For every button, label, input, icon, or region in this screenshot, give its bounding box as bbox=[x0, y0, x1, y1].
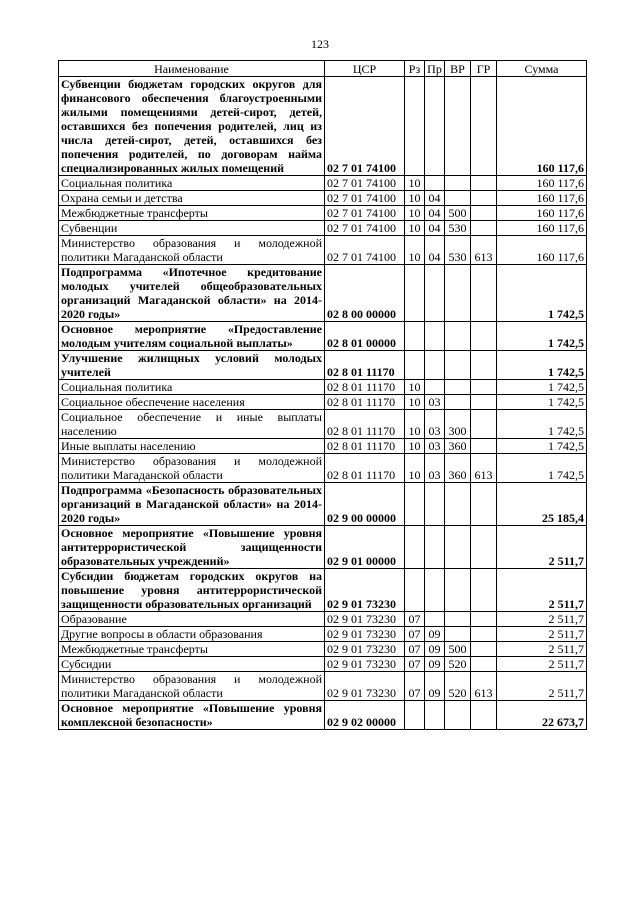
cell-sum: 22 673,7 bbox=[497, 701, 587, 730]
table-row bbox=[59, 410, 587, 439]
cell-rz bbox=[405, 569, 425, 612]
cell-name: Субсидии bbox=[59, 657, 325, 672]
cell-name: Субвенции бюджетам городских округов для финансового обеспечения благоустроенными жилыми помещениями детей-сирот, детей, оставшихся без попечения родителей, лиц из числа детей-сирот, детей, оставшихся без попечения родителей, по договорам найма специализированных жилых помещений bbox=[59, 77, 325, 176]
cell-vr bbox=[445, 322, 471, 351]
cell-sum: 2 511,7 bbox=[497, 672, 587, 701]
cell-pr bbox=[425, 322, 445, 351]
cell-gr: 613 bbox=[471, 236, 497, 265]
table-row bbox=[59, 642, 587, 657]
cell-vr: 530 bbox=[445, 236, 471, 265]
cell-name: Министерство образования и молодежной политики Магаданской области bbox=[59, 454, 325, 483]
cell-pr: 09 bbox=[425, 672, 445, 701]
table-row bbox=[59, 206, 587, 221]
cell-rz: 10 bbox=[405, 191, 425, 206]
table-row bbox=[59, 77, 587, 176]
cell-rz bbox=[405, 77, 425, 176]
cell-vr: 500 bbox=[445, 206, 471, 221]
cell-csr: 02 7 01 74100 bbox=[325, 221, 405, 236]
header-pr: Пр bbox=[425, 61, 445, 77]
cell-name: Межбюджетные трансферты bbox=[59, 206, 325, 221]
cell-pr bbox=[425, 77, 445, 176]
cell-name: Социальная политика bbox=[59, 176, 325, 191]
cell-pr bbox=[425, 701, 445, 730]
cell-vr: 520 bbox=[445, 657, 471, 672]
cell-csr: 02 7 01 74100 bbox=[325, 176, 405, 191]
cell-pr bbox=[425, 176, 445, 191]
cell-rz: 10 bbox=[405, 454, 425, 483]
cell-vr bbox=[445, 77, 471, 176]
cell-name: Социальное обеспечение населения bbox=[59, 395, 325, 410]
cell-vr bbox=[445, 395, 471, 410]
cell-name: Социальное обеспечение и иные выплаты населению bbox=[59, 410, 325, 439]
cell-vr bbox=[445, 483, 471, 526]
header-csr: ЦСР bbox=[325, 61, 405, 77]
cell-gr bbox=[471, 612, 497, 627]
table-row bbox=[59, 701, 587, 730]
header-vr: ВР bbox=[445, 61, 471, 77]
cell-csr: 02 8 00 00000 bbox=[325, 265, 405, 322]
cell-csr: 02 9 01 00000 bbox=[325, 526, 405, 569]
cell-rz bbox=[405, 351, 425, 380]
table-row bbox=[59, 236, 587, 265]
cell-sum: 2 511,7 bbox=[497, 526, 587, 569]
cell-sum: 160 117,6 bbox=[497, 221, 587, 236]
cell-name: Основное мероприятие «Предоставление молодым учителям социальной выплаты» bbox=[59, 322, 325, 351]
cell-gr bbox=[471, 221, 497, 236]
cell-pr: 09 bbox=[425, 627, 445, 642]
cell-vr bbox=[445, 191, 471, 206]
table-row bbox=[59, 176, 587, 191]
cell-gr bbox=[471, 351, 497, 380]
cell-rz: 07 bbox=[405, 657, 425, 672]
cell-name: Министерство образования и молодежной политики Магаданской области bbox=[59, 236, 325, 265]
cell-pr: 09 bbox=[425, 642, 445, 657]
cell-rz: 10 bbox=[405, 236, 425, 265]
cell-rz: 10 bbox=[405, 410, 425, 439]
cell-pr bbox=[425, 612, 445, 627]
cell-name: Субсидии бюджетам городских округов на повышение уровня антитеррористической защищенности образовательных организаций bbox=[59, 569, 325, 612]
cell-pr: 03 bbox=[425, 410, 445, 439]
cell-pr: 04 bbox=[425, 206, 445, 221]
table-row bbox=[59, 569, 587, 612]
cell-gr bbox=[471, 395, 497, 410]
cell-csr: 02 8 01 11170 bbox=[325, 439, 405, 454]
cell-csr: 02 8 01 11170 bbox=[325, 410, 405, 439]
cell-gr bbox=[471, 410, 497, 439]
header-rz: Рз bbox=[405, 61, 425, 77]
cell-name: Образование bbox=[59, 612, 325, 627]
table-body bbox=[59, 77, 587, 730]
cell-rz bbox=[405, 322, 425, 351]
cell-csr: 02 8 01 11170 bbox=[325, 380, 405, 395]
cell-sum: 1 742,5 bbox=[497, 410, 587, 439]
cell-gr bbox=[471, 483, 497, 526]
cell-sum: 160 117,6 bbox=[497, 77, 587, 176]
table-row bbox=[59, 191, 587, 206]
cell-gr bbox=[471, 701, 497, 730]
cell-vr bbox=[445, 176, 471, 191]
cell-gr bbox=[471, 627, 497, 642]
table-row bbox=[59, 265, 587, 322]
cell-rz: 10 bbox=[405, 206, 425, 221]
cell-sum: 2 511,7 bbox=[497, 612, 587, 627]
cell-sum: 160 117,6 bbox=[497, 191, 587, 206]
cell-pr: 03 bbox=[425, 395, 445, 410]
cell-sum: 1 742,5 bbox=[497, 265, 587, 322]
cell-gr bbox=[471, 191, 497, 206]
cell-vr bbox=[445, 627, 471, 642]
cell-rz bbox=[405, 483, 425, 526]
cell-vr: 300 bbox=[445, 410, 471, 439]
table-row bbox=[59, 351, 587, 380]
cell-gr bbox=[471, 176, 497, 191]
table-row bbox=[59, 322, 587, 351]
cell-pr bbox=[425, 526, 445, 569]
cell-sum: 2 511,7 bbox=[497, 627, 587, 642]
cell-rz: 10 bbox=[405, 439, 425, 454]
cell-csr: 02 7 01 74100 bbox=[325, 206, 405, 221]
cell-name: Улучшение жилищных условий молодых учителей bbox=[59, 351, 325, 380]
budget-table bbox=[58, 60, 587, 730]
cell-name: Охрана семьи и детства bbox=[59, 191, 325, 206]
cell-vr: 530 bbox=[445, 221, 471, 236]
cell-pr bbox=[425, 569, 445, 612]
cell-rz: 07 bbox=[405, 672, 425, 701]
cell-vr: 500 bbox=[445, 642, 471, 657]
cell-csr: 02 9 01 73230 bbox=[325, 569, 405, 612]
cell-csr: 02 9 01 73230 bbox=[325, 612, 405, 627]
cell-rz: 10 bbox=[405, 221, 425, 236]
cell-csr: 02 8 01 11170 bbox=[325, 395, 405, 410]
table-row bbox=[59, 221, 587, 236]
cell-sum: 160 117,6 bbox=[497, 176, 587, 191]
cell-vr bbox=[445, 612, 471, 627]
cell-name: Подпрограмма «Ипотечное кредитование молодых учителей общеобразовательных организаций Магаданской области» на 2014-2020 годы» bbox=[59, 265, 325, 322]
cell-csr: 02 9 01 73230 bbox=[325, 627, 405, 642]
table-row bbox=[59, 612, 587, 627]
cell-vr bbox=[445, 701, 471, 730]
cell-pr: 04 bbox=[425, 191, 445, 206]
cell-pr bbox=[425, 380, 445, 395]
header-gr: ГР bbox=[471, 61, 497, 77]
cell-rz: 10 bbox=[405, 380, 425, 395]
cell-rz bbox=[405, 265, 425, 322]
cell-name: Иные выплаты населению bbox=[59, 439, 325, 454]
cell-gr bbox=[471, 526, 497, 569]
cell-pr: 03 bbox=[425, 454, 445, 483]
table-row bbox=[59, 380, 587, 395]
cell-csr: 02 9 01 73230 bbox=[325, 672, 405, 701]
cell-name: Основное мероприятие «Повышение уровня комплексной безопасности» bbox=[59, 701, 325, 730]
cell-rz: 07 bbox=[405, 627, 425, 642]
cell-vr bbox=[445, 526, 471, 569]
cell-gr bbox=[471, 439, 497, 454]
cell-vr bbox=[445, 351, 471, 380]
cell-gr bbox=[471, 322, 497, 351]
cell-vr bbox=[445, 569, 471, 612]
cell-name: Основное мероприятие «Повышение уровня антитеррористической защищенности образовательных учреждений» bbox=[59, 526, 325, 569]
cell-sum: 160 117,6 bbox=[497, 236, 587, 265]
cell-csr: 02 7 01 74100 bbox=[325, 236, 405, 265]
cell-rz: 10 bbox=[405, 176, 425, 191]
cell-name: Социальная политика bbox=[59, 380, 325, 395]
cell-sum: 2 511,7 bbox=[497, 569, 587, 612]
cell-csr: 02 7 01 74100 bbox=[325, 77, 405, 176]
cell-rz: 07 bbox=[405, 642, 425, 657]
cell-pr bbox=[425, 483, 445, 526]
cell-name: Министерство образования и молодежной политики Магаданской области bbox=[59, 672, 325, 701]
cell-sum: 2 511,7 bbox=[497, 642, 587, 657]
table-row bbox=[59, 526, 587, 569]
cell-rz bbox=[405, 526, 425, 569]
table-header-row bbox=[59, 61, 587, 77]
table-row bbox=[59, 627, 587, 642]
cell-pr: 04 bbox=[425, 221, 445, 236]
table-row bbox=[59, 657, 587, 672]
cell-rz: 07 bbox=[405, 612, 425, 627]
cell-sum: 1 742,5 bbox=[497, 439, 587, 454]
cell-rz: 10 bbox=[405, 395, 425, 410]
cell-gr bbox=[471, 265, 497, 322]
cell-pr: 09 bbox=[425, 657, 445, 672]
header-name: Наименование bbox=[59, 61, 325, 77]
cell-sum: 1 742,5 bbox=[497, 395, 587, 410]
table-row bbox=[59, 395, 587, 410]
cell-gr: 613 bbox=[471, 454, 497, 483]
cell-gr: 613 bbox=[471, 672, 497, 701]
cell-vr bbox=[445, 265, 471, 322]
cell-pr bbox=[425, 351, 445, 380]
cell-csr: 02 9 01 73230 bbox=[325, 642, 405, 657]
table-row bbox=[59, 439, 587, 454]
cell-vr: 360 bbox=[445, 439, 471, 454]
cell-name: Другие вопросы в области образования bbox=[59, 627, 325, 642]
cell-csr: 02 8 01 00000 bbox=[325, 322, 405, 351]
cell-sum: 1 742,5 bbox=[497, 322, 587, 351]
cell-name: Межбюджетные трансферты bbox=[59, 642, 325, 657]
page-number: 123 bbox=[311, 37, 329, 51]
cell-csr: 02 9 01 73230 bbox=[325, 657, 405, 672]
header-sum: Сумма bbox=[497, 61, 587, 77]
table-row bbox=[59, 483, 587, 526]
cell-gr bbox=[471, 206, 497, 221]
cell-gr bbox=[471, 642, 497, 657]
cell-name: Подпрограмма «Безопасность образовательных организаций в Магаданской области» на 2014-2020 годы» bbox=[59, 483, 325, 526]
cell-vr bbox=[445, 380, 471, 395]
table-row bbox=[59, 672, 587, 701]
table-row bbox=[59, 454, 587, 483]
cell-pr bbox=[425, 265, 445, 322]
cell-csr: 02 8 01 11170 bbox=[325, 351, 405, 380]
cell-gr bbox=[471, 569, 497, 612]
cell-name: Субвенции bbox=[59, 221, 325, 236]
cell-sum: 1 742,5 bbox=[497, 454, 587, 483]
cell-gr bbox=[471, 657, 497, 672]
cell-rz bbox=[405, 701, 425, 730]
cell-csr: 02 8 01 11170 bbox=[325, 454, 405, 483]
cell-gr bbox=[471, 77, 497, 176]
cell-vr: 520 bbox=[445, 672, 471, 701]
cell-sum: 2 511,7 bbox=[497, 657, 587, 672]
cell-sum: 25 185,4 bbox=[497, 483, 587, 526]
cell-vr: 360 bbox=[445, 454, 471, 483]
cell-sum: 1 742,5 bbox=[497, 351, 587, 380]
cell-csr: 02 7 01 74100 bbox=[325, 191, 405, 206]
cell-csr: 02 9 00 00000 bbox=[325, 483, 405, 526]
cell-pr: 03 bbox=[425, 439, 445, 454]
cell-gr bbox=[471, 380, 497, 395]
cell-csr: 02 9 02 00000 bbox=[325, 701, 405, 730]
cell-pr: 04 bbox=[425, 236, 445, 265]
cell-sum: 1 742,5 bbox=[497, 380, 587, 395]
cell-sum: 160 117,6 bbox=[497, 206, 587, 221]
